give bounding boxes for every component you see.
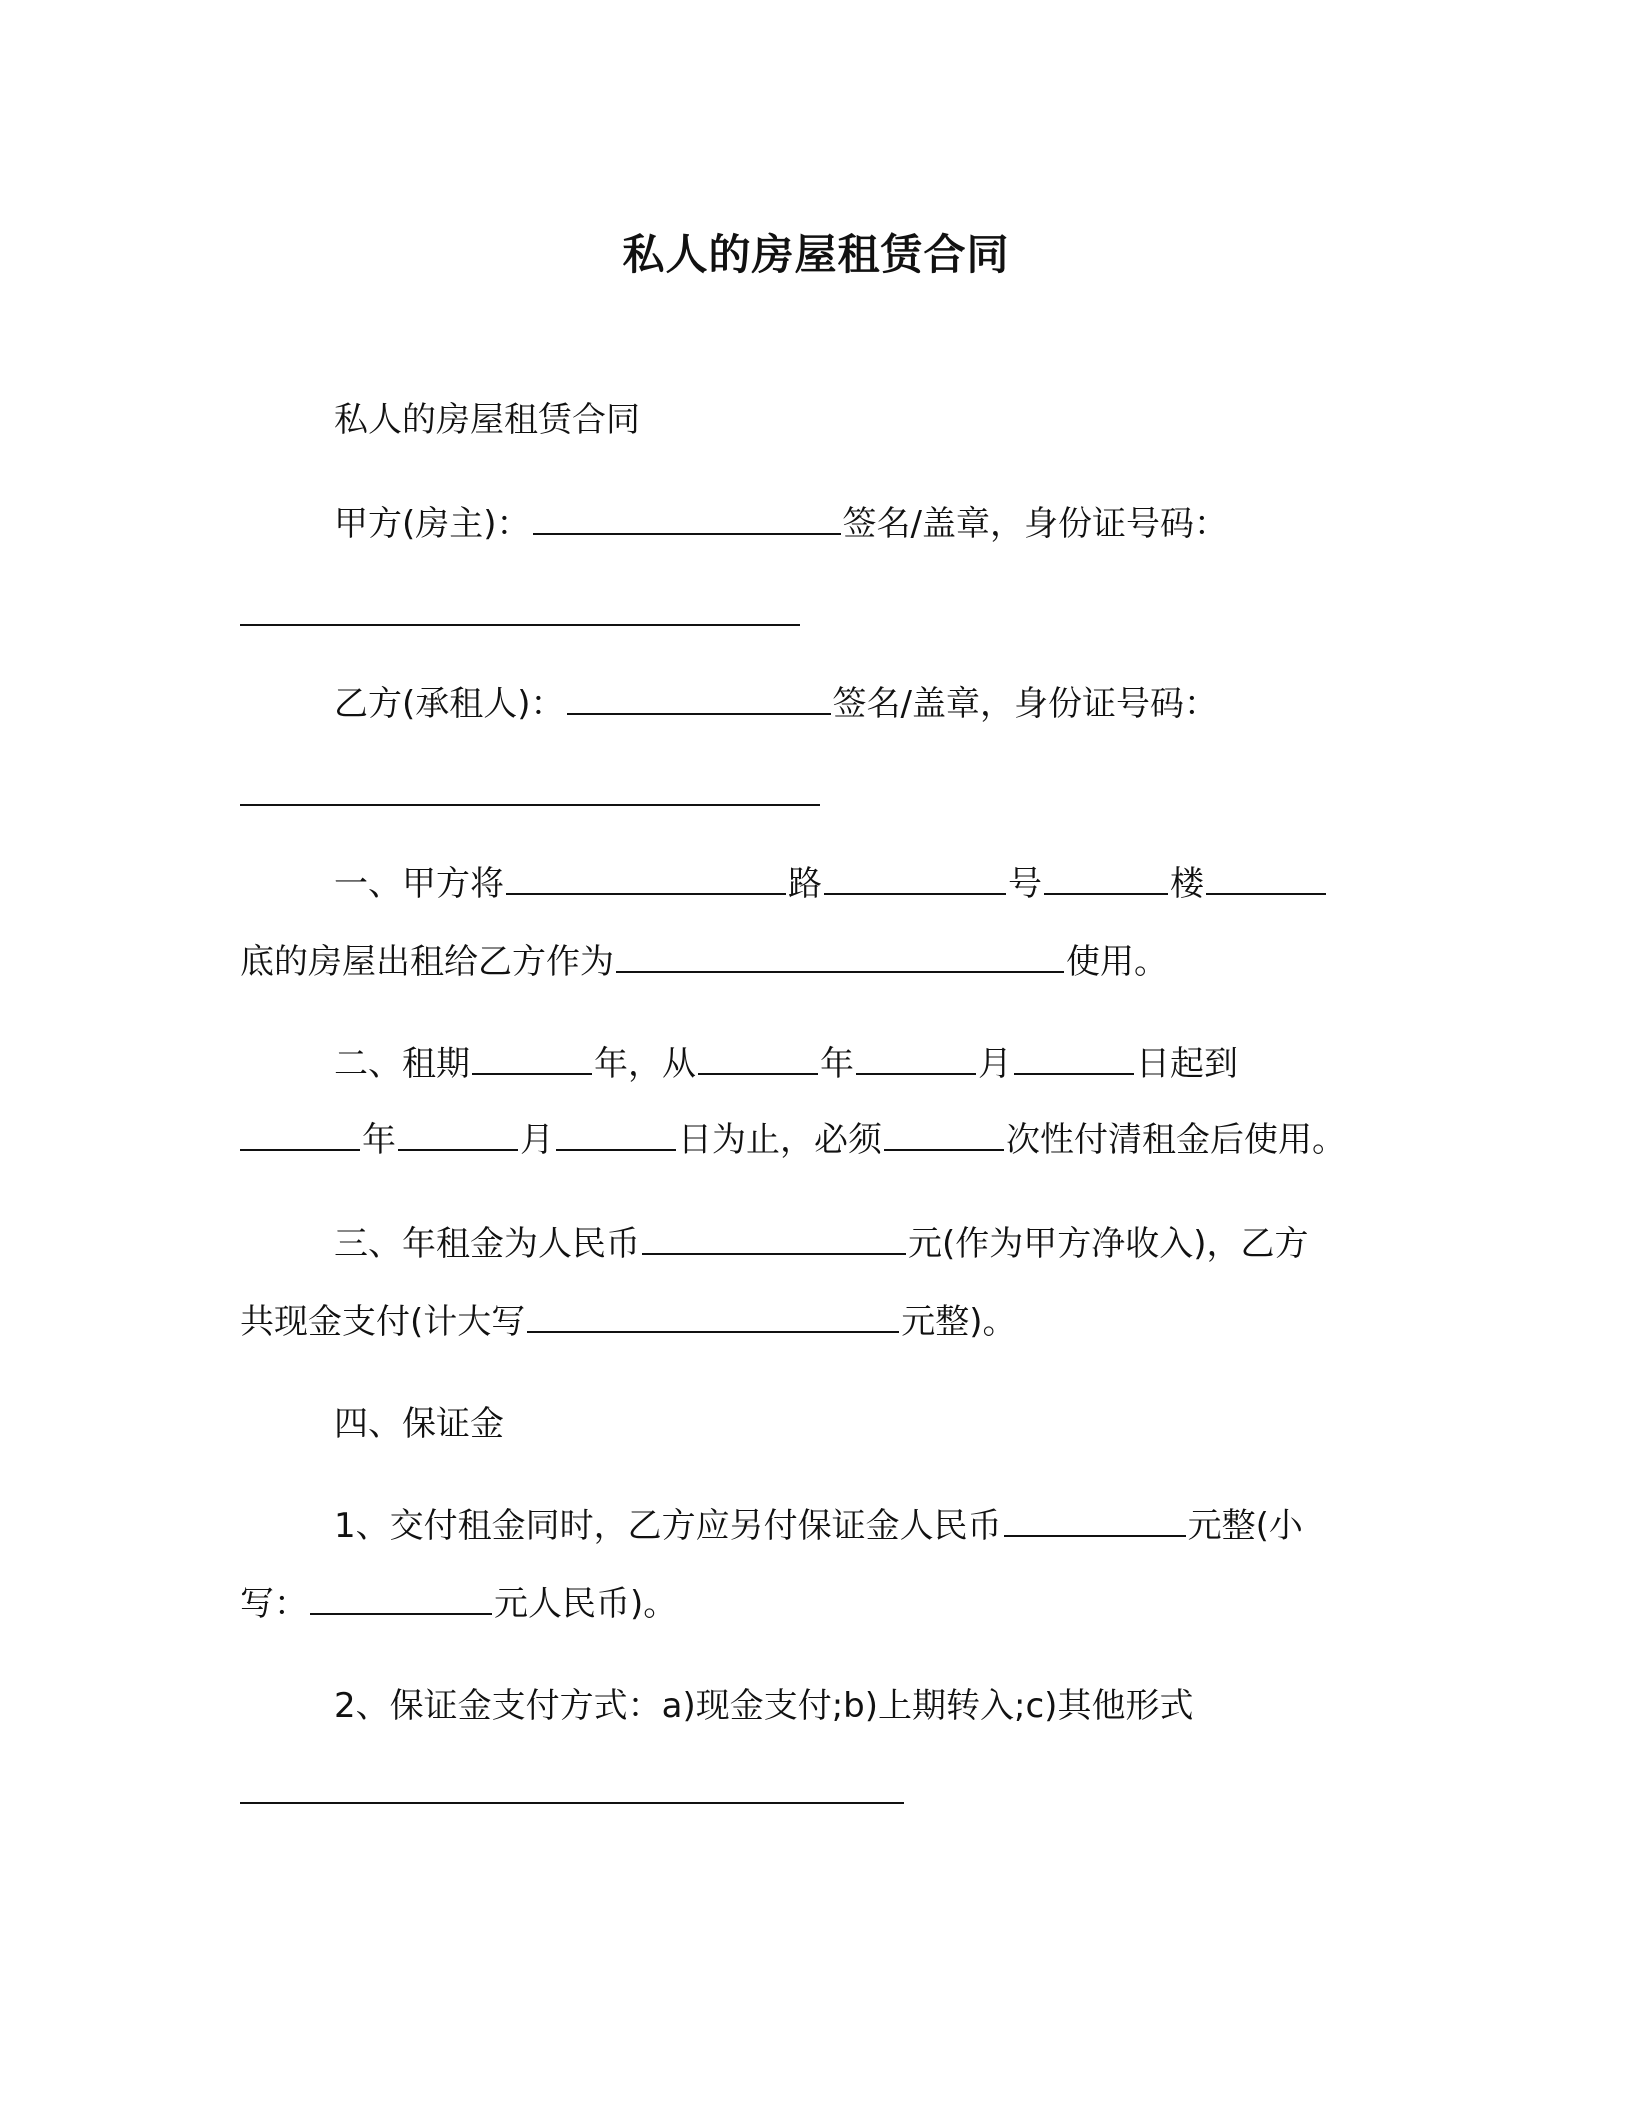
net-income-label: 元(作为甲方净收入)，乙方 — [908, 1224, 1309, 1264]
deposit-item1-line2 — [240, 1582, 677, 1626]
clause3-line1 — [334, 1222, 1309, 1266]
party-b-label: 乙方(承租人)： — [334, 684, 565, 724]
clause4-heading: 四、保证金 — [334, 1404, 504, 1444]
clause2-line1 — [334, 1042, 1238, 1086]
deposit-item1-line1 — [334, 1504, 1303, 1548]
party-a-label: 甲方(房主)： — [334, 504, 531, 544]
month-label: 月 — [978, 1044, 1012, 1084]
payment-count-blank — [884, 1119, 1004, 1151]
party-a-name-blank — [533, 503, 841, 535]
start-month-blank — [856, 1043, 976, 1075]
party-a-sign-label: 签名/盖章，身份证号码： — [842, 504, 1228, 544]
building-label: 楼 — [1170, 864, 1204, 904]
use-label: 使用。 — [1066, 942, 1168, 982]
end-month-blank — [398, 1119, 518, 1151]
clause2-text: 二、租期 — [334, 1044, 470, 1084]
subtitle: 私人的房屋租赁合同 — [334, 400, 640, 440]
use-blank — [616, 941, 1064, 973]
deposit-amount-blank — [1004, 1505, 1186, 1537]
road-label: 路 — [788, 864, 822, 904]
start-year-blank — [698, 1043, 818, 1075]
party-b-sign-label: 签名/盖章，身份证号码： — [832, 684, 1218, 724]
deposit-item2: 2、保证金支付方式：a)现金支付;b)上期转入;c)其他形式 — [334, 1686, 1194, 1726]
road-blank — [506, 863, 786, 895]
deposit-item1-text: 1、交付租金同时，乙方应另付保证金人民币 — [334, 1506, 1002, 1546]
month2-label: 月 — [520, 1120, 554, 1160]
clause2-line2 — [240, 1118, 1346, 1162]
party-a-line — [334, 502, 1228, 546]
annual-rent-blank — [642, 1223, 906, 1255]
year2-label: 年 — [362, 1120, 396, 1160]
deposit-lowercase-blank — [310, 1583, 492, 1615]
clause1-line2 — [240, 940, 1168, 984]
party-b-line — [334, 682, 1218, 726]
other-form-blank — [240, 1802, 904, 1804]
clause1-text-2: 底的房屋出租给乙方作为 — [240, 942, 614, 982]
party-b-name-blank — [567, 683, 831, 715]
party-a-id-blank — [240, 624, 800, 626]
rent-capital-blank — [527, 1301, 899, 1333]
year-from-label: 年，从 — [594, 1044, 696, 1084]
until-label: 日为止，必须 — [678, 1120, 882, 1160]
pay-label: 次性付清租金后使用。 — [1006, 1120, 1346, 1160]
rent-end-label: 元整)。 — [901, 1302, 1017, 1342]
party-b-id-blank — [240, 804, 820, 806]
document-title: 私人的房屋租赁合同 — [622, 230, 1010, 279]
year-label: 年 — [820, 1044, 854, 1084]
clause1-line1 — [334, 862, 1328, 906]
end-day-blank — [556, 1119, 676, 1151]
deposit-rmb-label: 元人民币)。 — [494, 1584, 678, 1624]
floor-blank — [1206, 863, 1326, 895]
clause3-text: 三、年租金为人民币 — [334, 1224, 640, 1264]
deposit-unit-label: 元整(小 — [1187, 1506, 1303, 1546]
term-years-blank — [472, 1043, 592, 1075]
end-year-blank — [240, 1119, 360, 1151]
day-to-label: 日起到 — [1136, 1044, 1238, 1084]
number-blank — [824, 863, 1006, 895]
number-label: 号 — [1008, 864, 1042, 904]
start-day-blank — [1014, 1043, 1134, 1075]
clause1-text: 一、甲方将 — [334, 864, 504, 904]
deposit-lower-label: 写： — [240, 1584, 308, 1624]
building-blank — [1044, 863, 1168, 895]
clause3-line2 — [240, 1300, 1017, 1344]
clause3-text-2: 共现金支付(计大写 — [240, 1302, 526, 1342]
